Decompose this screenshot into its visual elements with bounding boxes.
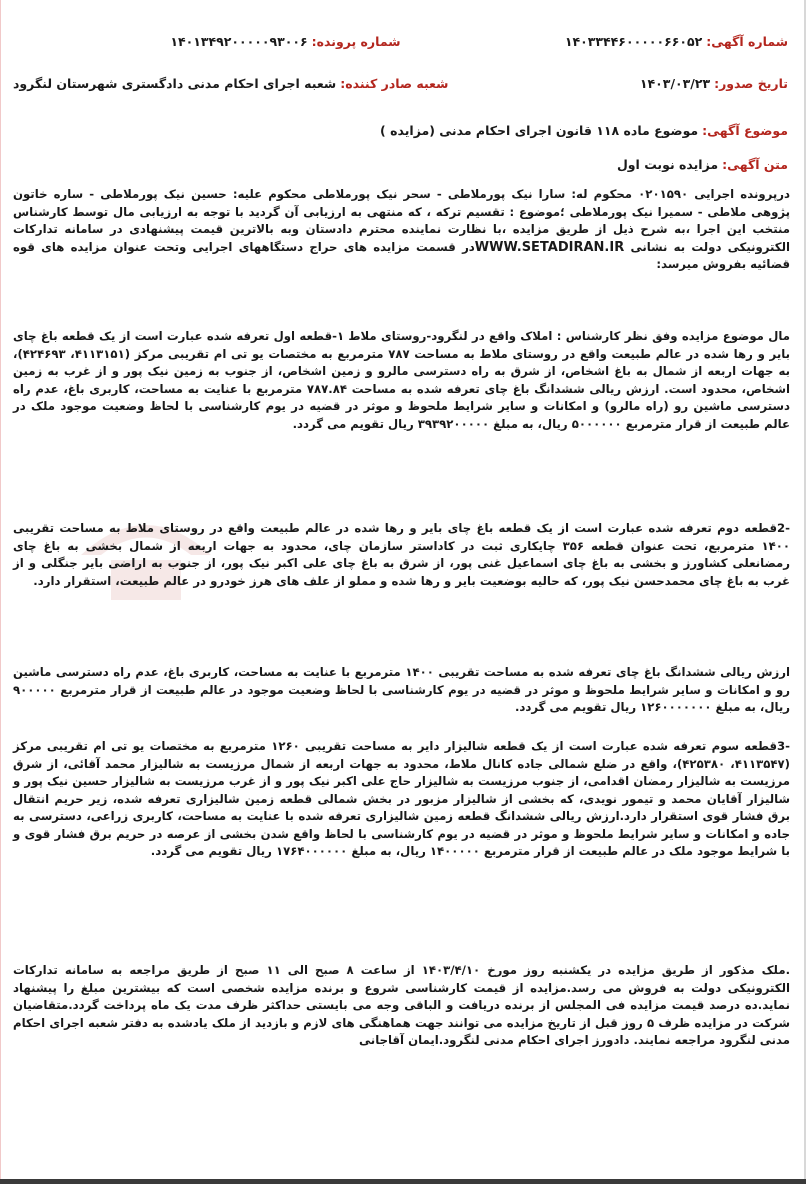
header-row-1 (13, 30, 788, 52)
item-2-paragraph: -2قطعه دوم تعرفه شده عبارت است از یک قطعه باغ چای بایر و رها شده در عالم طبیعت واقع در روستای ملاط به مساحت تقریبی ۱۴۰۰ مترمربع، تحت عنوان قطعه ۳۵۶ چایکاری ثبت در کاداستر سازمان چای، محدود به جهات اربعه از شمال بخشی به باغ چای رمضانعلی کشاورز و بخشی به باغ چای اسماعیل غنی پور، از شرق به باغ چای علی اکبر نیک پور، از جنوب به اراضی بایر جنگلی و از غرب به باغ چای محمدحسن نیک پور، که حالیه بوضعیت بایر و رها شده و مملو از علف های هرز خودرو در عالم طبیعت، استقرار دارد. (13, 521, 790, 588)
item-3-paragraph: -3قطعه سوم تعرفه شده عبارت است از یک قطعه شالیزار دایر به مساحت تقریبی ۱۲۶۰ مترمربع به مختصات یو تی ام تقریبی مرکز (۴۱۱۳۵۴۷، ۴۲۵۳۸۰)، واقع در ضلع شمالی جاده کانال ملاط، محدود به جهات اربعه از شمال مرزیست به شالیزار محمد آقائی، از شرق مرزیست به شالیزار رمضان اقدامی، از جنوب مرزیست به شالیزار حاج علی اکبر نیک پور و از غرب مرزیست به شالیزار حسین نیک پور و شالیزار آقایان محمد و تیمور نویدی، که بخشی از شالیزار مزبور در بخش شمالی قطعه زمین شالیزاری تعرفه شده، زیر حریم انتقال برق فشار قوی استقرار دارد.ارزش ریالی ششدانگ قطعه زمین شالیزاری تعرفه شده با عنایت به مساحت، کاربری زراعی، دسترسی به جاده و امکانات و سایر شرایط ملحوظ و موثر در قضیه در یوم کارشناسی با لحاظ واقع شدن بخشی از عرصه در حریم برق فشار قوی و با شرایط موجود ملک در عالم طبیعت از قرار مترمربع ۱۴۰۰۰۰۰ ریال، به مبلغ ۱۷۶۴۰۰۰۰۰۰ ریال تقویم می گردد. (13, 739, 790, 858)
issuer: شعبه اجرای احکام مدنی دادگستری شهرستان لنگرود (13, 75, 337, 91)
issuer-field (13, 76, 448, 91)
subject-line (13, 120, 788, 140)
intro-text-before: درپرونده اجرایی ۰۲۰۱۵۹۰ محکوم له: سارا نیک پورملاطی - سحر نیک پورملاطی محکوم علیه: حسین نیک پورملاطی - ساره خاتون پژوهی ملاطی - سمیرا نیک پورملاطی ؛موضوع : تقسیم ترکه ، که منتهی به ارزیابی آن گردید با توجه به ارزیابی مال توسط کارشناس منتخب این اجرا ،به شرح ذیل از طریق مزایده ،با نظارت نماینده محترم دادستان وبه بالاترین قیمت پیشنهادی در سامانه تدارکات الکترونیکی دولت به نشانی (13, 187, 790, 254)
item-2-value-paragraph: ارزش ریالی ششدانگ باغ چای تعرفه شده به مساحت تقریبی ۱۴۰۰ مترمربع با عنایت به مساحت، کاربری باغ، عدم راه دسترسی ماشین رو و امکانات و سایر شرایط ملحوظ و موثر در قضیه در یوم کارشناسی با لحاظ وضعیت موجود در عالم طبیعت از قرار مترمربع ۹۰۰۰۰۰ ریال، به مبلغ ۱۲۶۰۰۰۰۰۰۰ ریال تقویم می گردد. (13, 665, 790, 714)
ad-number-field (401, 34, 789, 49)
ad-text-value: مزایده نوبت اول (616, 156, 719, 172)
bottom-border (0, 1179, 806, 1184)
subject-label: موضوع آگهی: (702, 122, 788, 138)
ad-text-label: متن آگهی: (722, 156, 788, 172)
setadiran-link[interactable]: WWW.SETADIRAN.IR (474, 239, 625, 255)
file-number-label: شماره پرونده: (311, 33, 401, 49)
ad-text-line (13, 154, 788, 174)
issuer-label: شعبه صادر کننده: (340, 75, 449, 91)
header-row-2 (13, 72, 788, 94)
intro-paragraph (13, 186, 790, 274)
issue-date-label: تاریخ صدور: (714, 75, 788, 91)
subject-value: موضوع ماده ۱۱۸ قانون اجرای احکام مدنی (مزایده ) (380, 122, 699, 138)
file-number-field (13, 34, 401, 49)
intro-text-after: در قسمت مزایده های حراج دستگاههای اجرایی وتحت عنوان مزایده های قوه قضائیه بفروش میرسد: (13, 239, 790, 271)
issue-date: ۱۴۰۳/۰۳/۲۳ (639, 75, 711, 91)
closing-paragraph: .ملک مذکور از طریق مزایده در یکشنبه روز مورخ ۱۴۰۳/۴/۱۰ از ساعت ۸ صبح الی ۱۱ صبح از طریق مراجعه به سامانه تدارکات الکترونیکی دولت به فروش می رسد.مزایده از قیمت کارشناسی شروع و برنده مزایده شخصی است که بیشترین مبلغ را پیشنهاد نماید.ده درصد قیمت مزایده فی المجلس از برنده دریافت و الباقی وجه می بایستی حداکثر ظرف مدت یک ماه پرداخت گردد.متقاضیان شرکت در مزایده ظرف ۵ روز قبل از تاریخ مزایده می توانند جهت هماهنگی های لازم و بازدید از ملک یادشده به دفتر شعبه اجرای احکام مدنی لنگرود مراجعه نمایند. دادورز اجرای احکام مدنی لنگرود.ایمان آقاجانی (13, 963, 791, 1047)
ad-number-label: شماره آگهی: (706, 33, 788, 49)
file-number: ۱۴۰۱۳۴۹۲۰۰۰۰۰۹۳۰۰۶ (170, 33, 308, 49)
ad-number: ۱۴۰۳۳۴۴۶۰۰۰۰۰۶۶۰۵۲ (564, 33, 703, 49)
issue-date-field (448, 76, 788, 91)
item-1-paragraph: مال موضوع مزایده وفق نظر کارشناس : املاک واقع در لنگرود-روستای ملاط ۱-قطعه اول تعرفه شده عبارت است از یک قطعه باغ چای بایر و رها شده در عالم طبیعت واقع در روستای ملاط به مساحت ۷۸۷ مترمربع به مختصات یو تی ام تقریبی مرکز (۴۱۱۳۱۵۱، ۴۲۴۶۹۳)، به جهات اربعه از شمال به باغ اشخاص، از شرق به راه دسترسی مالرو و زمین اشخاص، از جنوب به زمین نیک پور و از غرب به زمین اشخاص، محدود است. ارزش ریالی ششدانگ باغ چای تعرفه شده به مساحت ۷۸۷.۸۴ مترمربع با عنایت به مساحت، کاربری باغ، عدم راه دسترسی ماشین رو (راه مالرو) و امکانات و سایر شرایط ملحوظ و موثر در قضیه در یوم کارشناسی با لحاظ وضعیت موجود ملک در عالم طبیعت از قرار مترمربع ۵۰۰۰۰۰۰ ریال، به مبلغ ۳۹۳۹۲۰۰۰۰۰ ریال تقویم می گردد. (13, 329, 791, 431)
